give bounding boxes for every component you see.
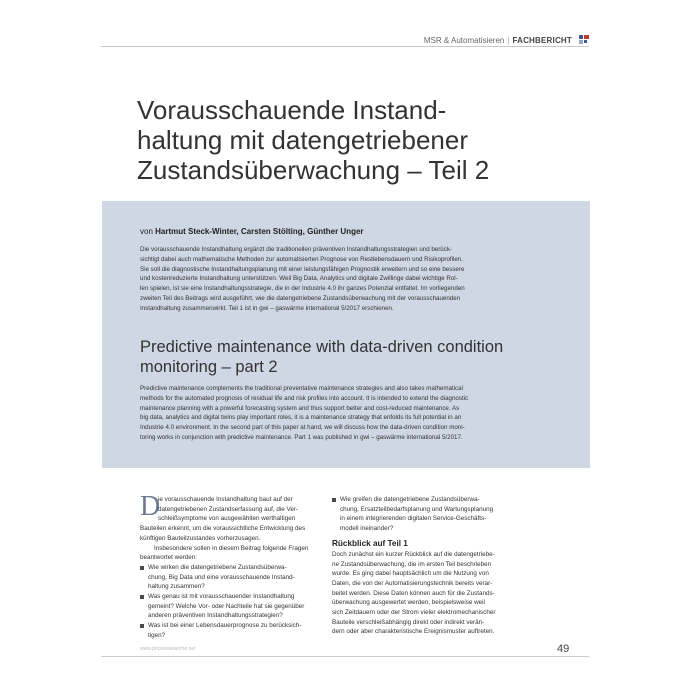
bullet-line: haltung zusammen? [148, 583, 205, 591]
abstract-line: len spielen, ist sie eine Instandhaltungsstrategie, die in der Industrie 4.0 ihr ganzes Potenzial entfaltet. Im vorliegenden [140, 285, 465, 293]
bullet-line: anderen präventiven Instandhaltungsstrategien? [148, 612, 283, 620]
abstract-line: Sie soll die diagnostische Instandhaltungsplanung mit einer leistungsfähigen Prognostik erweitern und so eine bessere [140, 265, 465, 273]
abstract-line: sichtigt dabei auch mathematische Methoden zur automatisierten Prognose von Restlebensdauern und Risikoprofilen. [140, 255, 463, 263]
body-column-left [140, 491, 325, 641]
running-header [424, 36, 572, 45]
body-line: überwachung ausgewertet werden, beispielsweise weil [332, 599, 485, 607]
drop-cap: D [140, 491, 161, 522]
article-title [137, 95, 577, 185]
page-number: 49 [557, 643, 570, 655]
abstract-line: toring works in conjunction with predictive maintenance. Part 1 was published in gwi – gaswärme international 5/2017. [140, 433, 463, 441]
header-separator: | [507, 36, 510, 45]
body-line: Insbesondere sollen in diesem Beitrag folgende Fragen [154, 544, 309, 552]
publisher-logo-icon [579, 35, 589, 44]
body-line: dern oder aber charakteristische Ereignismuster auftreten. [332, 628, 495, 636]
author-line [140, 227, 364, 236]
bullet-square-icon [332, 498, 336, 502]
body-line: beitet werden. Diese Daten können auch für die Zustands- [332, 589, 495, 597]
abstract-line: Predictive maintenance complements the traditional preventative maintenance strategies and also takes mathematical [140, 385, 463, 392]
header-rule [101, 46, 589, 47]
header-section: MSR & Automatisieren [423, 36, 505, 45]
body-line: ie vorausschauende Instandhaltung baut auf der [158, 496, 293, 503]
bullet-line: chung, Big Data und eine vorausschauende Instand- [148, 573, 295, 581]
bullet-square-icon [140, 624, 144, 628]
body-line: wurde. Es ging dabei hauptsächlich um die Nutzung von [332, 570, 489, 578]
bullet-item [332, 495, 520, 534]
bullet-item [140, 621, 325, 640]
english-title [140, 337, 503, 377]
body-line: ne Zustandsüberwachung, die im ersten Teil beschrieben [332, 560, 492, 568]
footer-rule [101, 656, 589, 657]
abstract-line: Instandhaltung zusammenwirkt. Teil 1 ist in gwi – gaswärme international 5/2017 erschienen. [140, 304, 394, 312]
abstract-line: zweiten Teil des Beitrags wird ausgeführt, wie die datengetriebene Zustandsüberwachung mit der vorausschauenden [140, 294, 461, 302]
bullet-square-icon [140, 566, 144, 570]
abstract-line: Industrie 4.0 environment. In the second part of this paper at hand, we will discuss how the data-driven condition moni- [140, 424, 465, 432]
body-line: Doch zunächst ein kurzer Rückblick auf die datengetriebe- [332, 550, 495, 558]
abstract-english [140, 384, 586, 443]
bullet-item [140, 563, 325, 592]
abstract-line: big data, analytics and digital twins play important roles, it is a maintenance strategy that enfolds its full potential in an [140, 414, 462, 422]
bullet-line: Was genau ist mit vorausschauender Instandhaltung [148, 593, 295, 601]
abstract-line: methods for the automated prognosis of residual life and risk profiles into account. It is intended to extend the diagnostic [140, 394, 469, 402]
bullet-square-icon [140, 595, 144, 599]
bullet-line: Was ist bei einer Lebensdauerprognose zu berücksich- [148, 622, 302, 630]
bullet-line: chung, Ersatzteilbedarfsplanung und Wartungsplanung [340, 505, 494, 513]
bullet-line: modell ineinander? [340, 525, 394, 533]
bullet-line: Wie greifen die datengetriebene Zustandsüberwa- [340, 496, 480, 503]
body-line: künftigen Bauteilzustandes vorherzusagen. [140, 534, 261, 542]
bullet-line: tigen? [148, 631, 166, 639]
title-line: haltung mit datengetriebener [137, 125, 469, 155]
bullet-line: Wie wirken die datengetriebene Zustandsüberwa- [148, 563, 287, 571]
abstract-line: und kostenreduzierte Instandhaltung unterstützen. Weil Big Data, Analytics und digitale Zwillinge dabei wichtige Rol- [140, 275, 458, 283]
bullet-item [140, 592, 325, 621]
body-column-right [332, 495, 520, 637]
body-line: schleißsymptome von ausgewählten werthaltigen [158, 515, 296, 523]
abstract-line: maintenance planning with a powerful forecasting system and thus support better and cost-reduced maintenance. As [140, 404, 460, 412]
author-names: Hartmut Steck-Winter, Carsten Stölting, Günther Unger [155, 227, 364, 236]
abstract-line: Die vorausschauende Instandhaltung ergänzt die traditionellen präventiven Instandhaltungsstrategien und berück- [140, 246, 452, 253]
body-line: sich Zeitdauern oder der Strom vieler elektromechanischer [332, 609, 496, 617]
section-heading: Rückblick auf Teil 1 [332, 538, 408, 548]
english-title-line: monitoring – part 2 [140, 358, 278, 376]
footer-url: www.prozesswaerme.net [140, 646, 196, 652]
bullet-line: gemeint? Welche Vor- oder Nachteile hat sie gegenüber [148, 602, 305, 610]
body-line: datengetriebenen Zustandserfassung auf, die Ver- [158, 505, 299, 513]
body-line: Bauteilen erkennt, um die voraussichtliche Entwicklung des [140, 525, 306, 533]
header-category: FACHBERICHT [512, 36, 572, 45]
english-title-line: Predictive maintenance with data-driven condition [140, 338, 504, 356]
author-prefix: von [140, 227, 153, 236]
title-line: Vorausschauende Instand- [137, 95, 447, 125]
bullet-line: in einem integrierenden digitalen Service-Geschäfts- [340, 515, 487, 523]
title-line: Zustandsüberwachung – Teil 2 [137, 155, 490, 185]
body-line: Bauteile verschleißabhängig direkt oder indirekt verän- [332, 618, 485, 626]
body-line: Daten, die von der Automatisierungstechnik bereits verar- [332, 579, 493, 587]
body-line: beantwortet werden: [140, 554, 198, 562]
abstract-german [140, 245, 586, 314]
